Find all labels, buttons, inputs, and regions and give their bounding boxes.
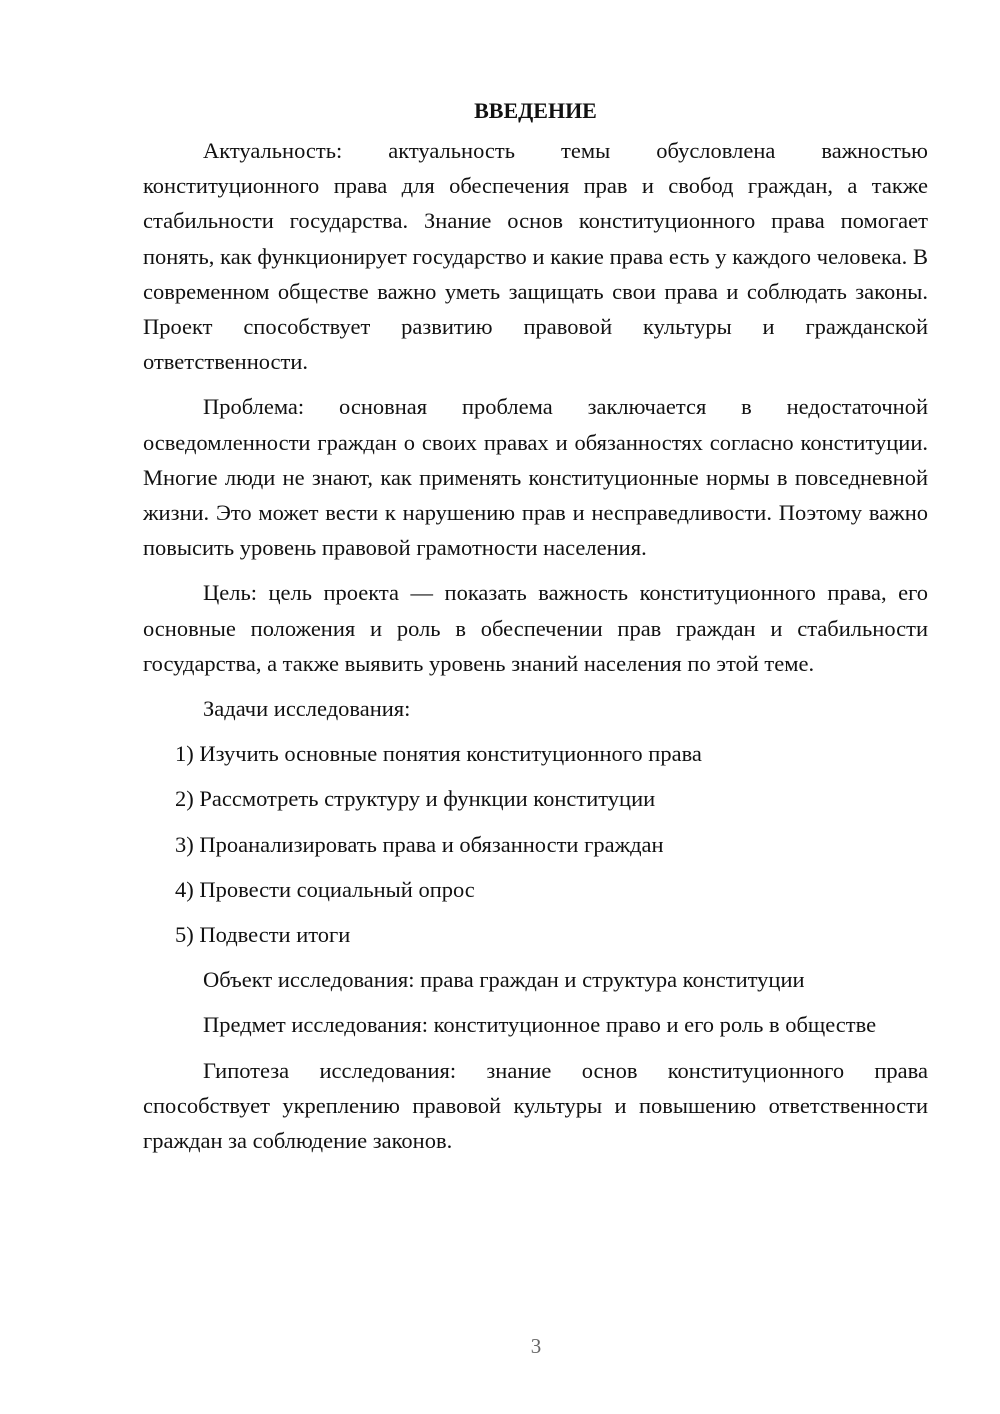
tasks-list <box>143 736 928 952</box>
paragraph-problem: Проблема: основная проблема заключается в недостаточной осведомленности граждан о своих правах и обязанностях согласно конституции. Многие люди не знают, как применять конституционные нормы в повседневной жизни. Это может вести к нарушению прав и несправедливости. Поэтому важно повысить уровень правовой грамотности населения. <box>143 394 928 561</box>
paragraph-subject: Предмет исследования: конституционное право и его роль в обществе <box>203 1012 877 1038</box>
paragraph-goal: Цель: цель проекта — показать важность конституционного права, его основные положения и роль в обеспечении прав граждан и стабильности государства, а также выявить уровень знаний населения по этой теме. <box>143 580 928 676</box>
paragraph-object: Объект исследования: права граждан и структура конституции <box>203 967 805 993</box>
paragraph-relevance: Актуальность: актуальность темы обусловлена важностью конституционного права для обеспечения прав и свобод граждан, а также стабильности государства. Знание основ конституционного права помогает понять, как функционирует государство и какие права есть у каждого человека. В современном обществе важно уметь защищать свои права и соблюдать законы. Проект способствует развитию правовой культуры и гражданской ответственности. <box>143 138 928 375</box>
list-item: 3) Проанализировать права и обязанности граждан <box>175 831 664 857</box>
list-item: 1) Изучить основные понятия конституционного права <box>175 741 702 767</box>
paragraph-hypothesis: Гипотеза исследования: знание основ конституционного права способствует укреплению правовой культуры и повышению ответственности граждан за соблюдение законов. <box>143 1057 928 1154</box>
list-item: 4) Провести социальный опрос <box>175 876 475 902</box>
list-item: 5) Подвести итоги <box>175 922 351 948</box>
tasks-heading: Задачи исследования: <box>203 696 411 722</box>
document-page <box>143 97 928 1168</box>
list-item: 2) Рассмотреть структуру и функции конституции <box>175 786 656 812</box>
page-number: 3 <box>530 1334 542 1358</box>
document-title: ВВЕДЕНИЕ <box>474 98 597 123</box>
